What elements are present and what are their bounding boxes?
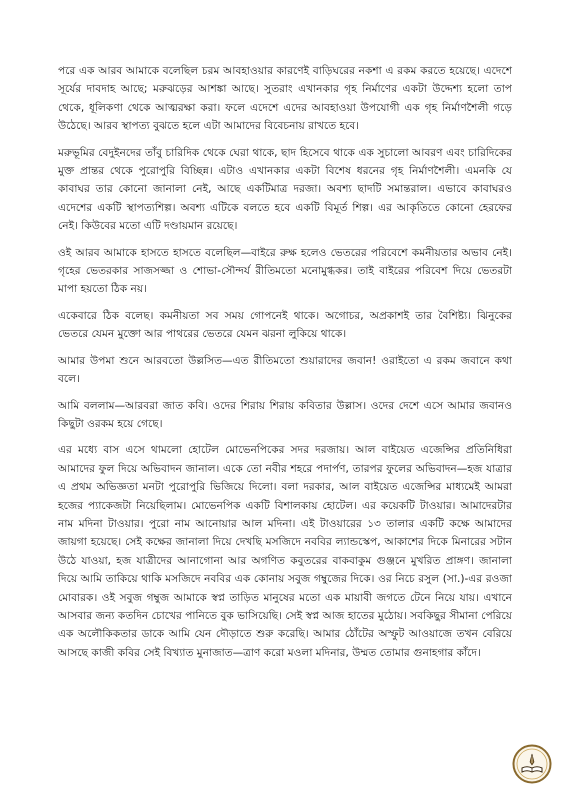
paragraph-5: আমার উপমা শুনে আরবতো উল্লসিত—এত রীতিমতো শুয়ারাদের জবান! ওরাইতো এ রকম জবানে কথা বলে। xyxy=(58,354,512,386)
document-body xyxy=(58,62,512,670)
paragraph-3: ওই আরব আমাকে হাসতে হাসতে বলেছিল—বাইরে রুক্ষ হলেও ভেতরের পরিবেশে কমনীয়তার অভাব নেই। গৃহের ভেতরকার সাজসজ্জা ও শোভা-সৌন্দর্য রীতিমতো মনোমুগ্ধকর। তাই বাইরের পরিবেশ দিয়ে ভেতরটা মাপা হয়তো ঠিক নয়। xyxy=(58,246,512,296)
paragraph-6: আমি বললাম—আরবরা জাত কবি। ওদের শিরায় শিরায় কবিতার উল্লাস। ওদের দেশে এসে আমার জবানও কিছুটা ওরকম হয়ে গেছে। xyxy=(58,399,512,430)
paragraph-4: একেবারে ঠিক বলেছ। কমনীয়তা সব সময় গোপনেই থাকে। অগোচর, অপ্রকাশই তার বৈশিষ্ট্য। ঝিনুকের ভেতরে যেমন মুক্তো আর পাথরের ভেতরে যেমন ঝরনা লুকিয়ে থাকে। xyxy=(58,309,512,341)
paragraph-1: পরে এক আরব আমাকে বলেছিল চরম আবহাওয়ার কারণেই বাড়িঘরের নকশা এ রকম করতে হয়েছে। এদেশে সূর্যের দাবদাহ আছে; মরুঝড়ের আশঙ্কা আছে। সুতরাং এখানকার গৃহ নির্মাণের একটা উদ্দেশ্য হলো তাপ থেকে, ধূলিকণা থেকে আত্মরক্ষা করা। ফলে এদেশে এদের আবহাওয়া উপযোগী এক গৃহ নির্মাণশৈলী গড়ে উঠেছে। আরব স্থাপত্য বুঝতে হলে এটা আমাদের বিবেচনায় রাখতে হবে। xyxy=(58,65,512,133)
paragraph-2: মরুভূমির বেদুইনদের তাঁবু চারিদিক থেকে ঘেরা থাকে, ছাদ হিসেবে থাকে এক সুচালো আবরণ এবং চারিদিকের মুক্ত প্রান্তর থেকে পুরোপুরি বিচ্ছিন্ন। এটাও এখানকার একটা বিশেষ ধরনের গৃহ নির্মাণশৈলী। এমনকি যে কাবাঘর তার কোনো জানালা নেই, আছে একটিমাত্র দরজা। অবশ্য ছাদটি সমান্তরাল। এভাবে কাবাঘরও এদেশের একটি স্থাপত্যশিল্প। অবশ্য এটিকে বলতে হবে একটি বিমূর্ত শিল্প। এর আকৃতিতে কোনো হেরফের নেই। কিউবের মতো এটি দণ্ডায়মান রয়েছে। xyxy=(58,146,512,233)
paragraph-7: এর মধ্যে বাস এসে থামলো হোটেল মোভেনপিকের সদর দরজায়। আল বাইয়েত এজেন্সির প্রতিনিধিরা আমাদের ফুল দিয়ে অভিবাদন জানাল। একে তো নবীর শহরে পদার্পণ, তারপর ফুলের অভিবাদন—হজ যাত্রার এ প্রথম অভিজ্ঞতা মনটা পুরোপুরি ভিজিয়ে দিলো। বলা দরকার, আল বাইয়েত এজেন্সির মাধ্যমেই আমরা হজের প্যাকেজটা নিয়েছিলাম। মোভেনপিক একটি বিশালকায় হোটেল। এর কয়েকটি টাওয়ার। আমাদেরটার নাম মদিনা টাওয়ার। পুরো নাম আনোয়ার আল মদিনা। এই টাওয়ারের ১৩ তালার একটি কক্ষে আমাদের জায়গা হয়েছে। সেই কক্ষের জানালা দিয়ে দেখছি মসজিদে নববির ল্যান্ডস্কেপ, আকাশের দিকে মিনারের সটান উঠে যাওয়া, হজ যাত্রীদের আনাগোনা আর অগণিত কবুতরের বাকবাকুম গুঞ্জনে মুখরিত প্রাঙ্গণ। জানালা দিয়ে আমি তাকিয়ে থাকি মসজিদে নববির এক কোনায় সবুজ গম্বুজের দিকে। ওর নিচে রসুল (সা.)-এর রওজা মোবারক। ওই সবুজ গম্বুজ আমাকে স্বপ্ন তাড়িত মানুষের মতো এক মায়াবী জগতে টেনে নিয়ে যায়। এখানে আসবার জন্য কতদিন চোখের পানিতে বুক ভাসিয়েছি। সেই স্বপ্ন আজ হাতের মুঠোয়। সবকিছুর সীমানা পেরিয়ে এক অলৌকিকতার ডাকে আমি যেন দৌড়াতে শুরু করেছি। আমার ঠোঁটের অস্ফুট আওয়াজে তখন বেরিয়ে আসছে কাজী কবির সেই বিখ্যাত মুনাজাত—ত্রাণ করো মওলা মদিনার, উম্মত তোমার গুনাহগার কাঁদে। xyxy=(58,444,512,659)
book-logo-icon xyxy=(512,744,552,784)
